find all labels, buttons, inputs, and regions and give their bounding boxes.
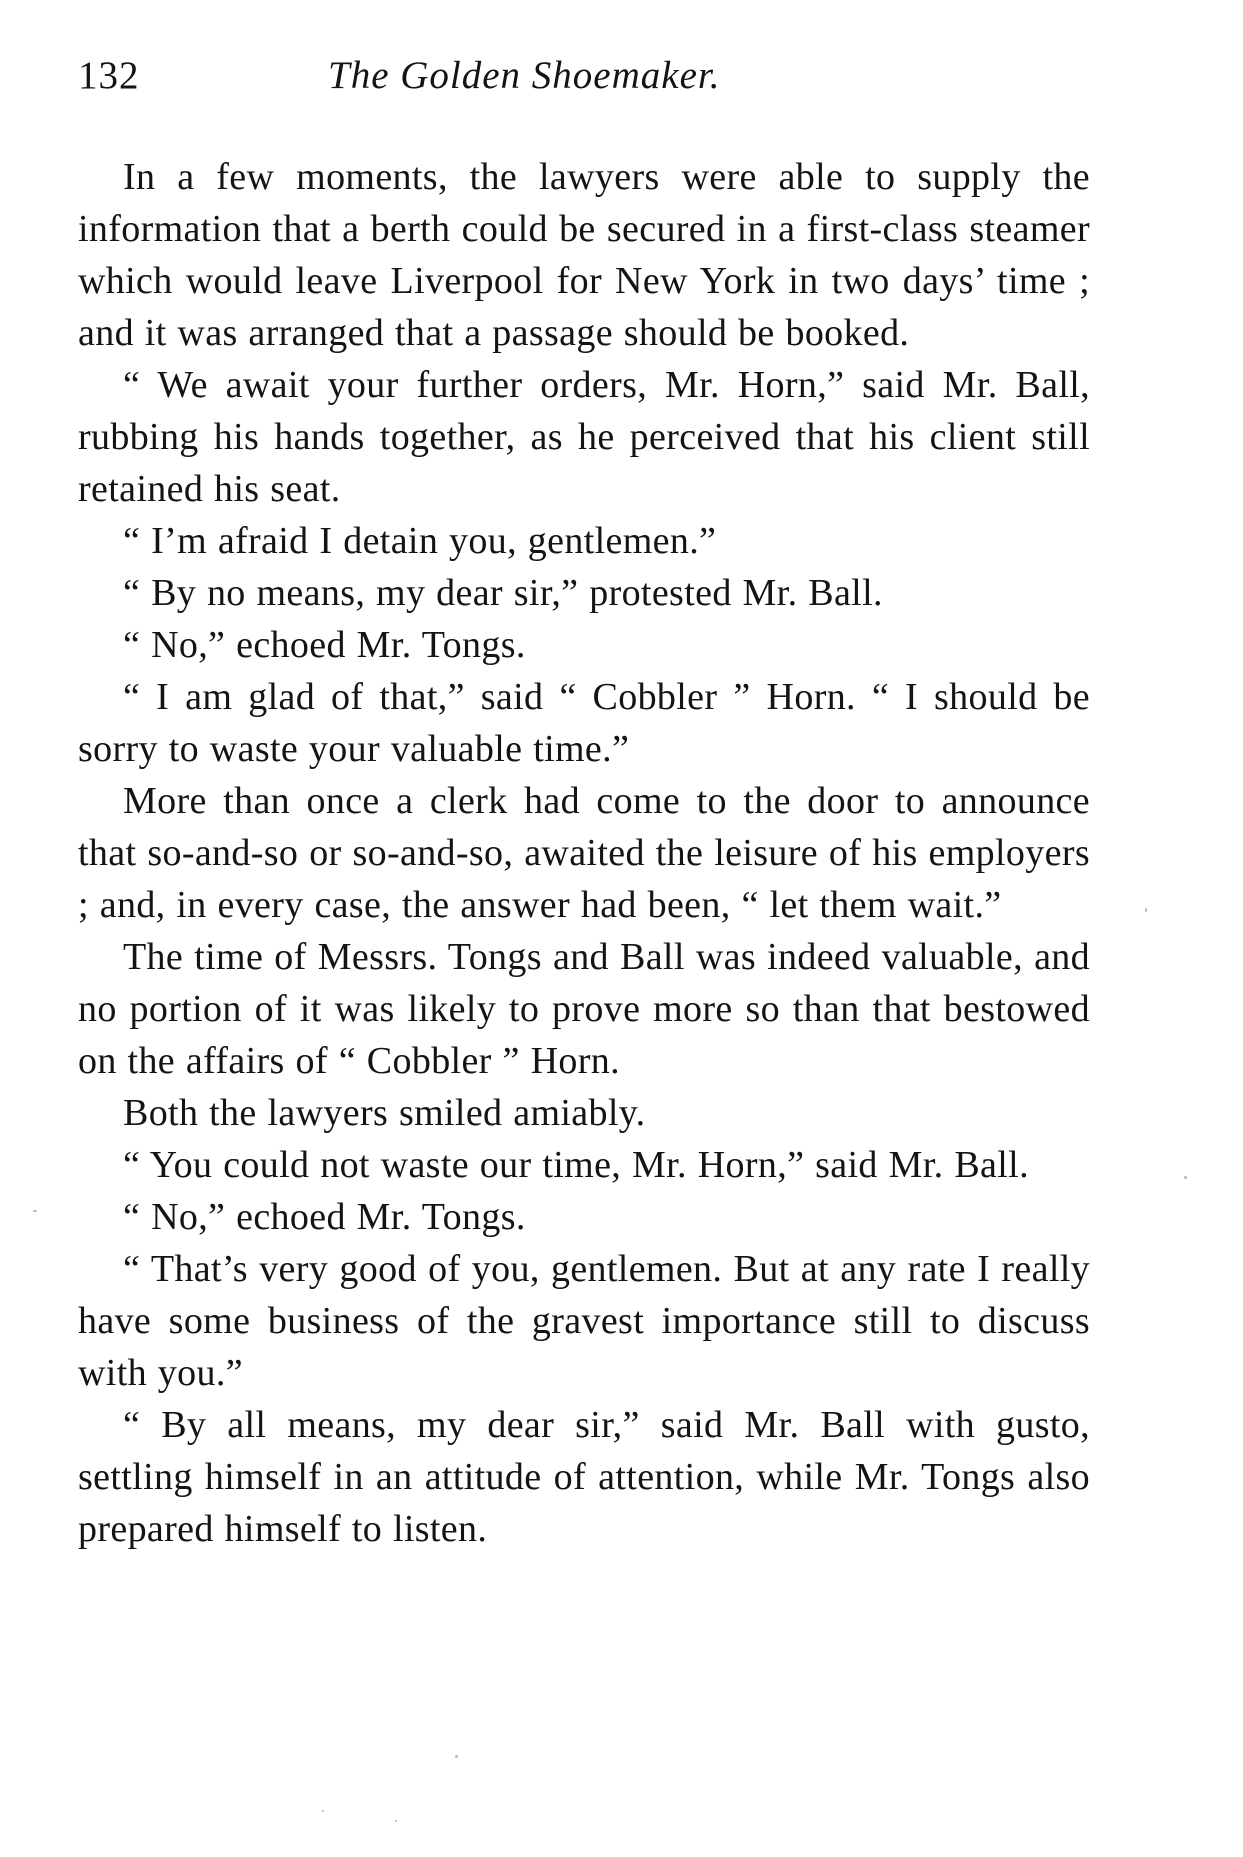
- page-number: 132: [78, 54, 140, 97]
- paragraph-13: “ By all means, my dear sir,” said Mr. Ball with gusto, settling himself in an attitude of attention, while Mr. Tongs also prepared himself to listen.: [78, 1404, 1090, 1550]
- page-header: [78, 44, 1090, 104]
- paragraph-1: In a few moments, the lawyers were able to supply the information that a berth could be secured in a first-class steamer which would leave Liverpool for New York in two days’ time ; and it was arranged that a passage should be booked.: [78, 156, 1090, 354]
- paragraph-9: Both the lawyers smiled amiably.: [123, 1092, 646, 1134]
- paragraph-12: “ That’s very good of you, gentlemen. But at any rate I really have some business of the gravest importance still to discuss with you.”: [78, 1248, 1090, 1394]
- paragraph-4: “ By no means, my dear sir,” protested Mr. Ball.: [123, 572, 883, 614]
- running-title: The Golden Shoemaker.: [328, 54, 721, 97]
- paragraph-2: “ We await your further orders, Mr. Horn,” said Mr. Ball, rubbing his hands together, as he perceived that his client still retained his seat.: [78, 364, 1090, 510]
- paragraph-5: “ No,” echoed Mr. Tongs.: [123, 624, 526, 666]
- paragraph-7: More than once a clerk had come to the door to announce that so-and-so or so-and-so, awaited the leisure of his employers ; and, in every case, the answer had been, “ let them wait.”: [78, 780, 1090, 926]
- paragraph-11: “ No,” echoed Mr. Tongs.: [123, 1196, 526, 1238]
- body-text: [78, 151, 1090, 1555]
- paragraph-6: “ I am glad of that,” said “ Cobbler ” Horn. “ I should be sorry to waste your valuable time.”: [78, 676, 1090, 770]
- paper-speck: [455, 1755, 458, 1758]
- paper-speck: [1145, 908, 1147, 912]
- paragraph-3: “ I’m afraid I detain you, gentlemen.”: [123, 520, 717, 562]
- paper-speck: [395, 1820, 397, 1822]
- paper-speck: [322, 1810, 324, 1812]
- paper-speck: [1184, 1176, 1187, 1179]
- paragraph-10: “ You could not waste our time, Mr. Horn,” said Mr. Ball.: [123, 1144, 1029, 1186]
- paragraph-8: The time of Messrs. Tongs and Ball was indeed valuable, and no portion of it was likely to prove more so than that bestowed on the affairs of “ Cobbler ” Horn.: [78, 936, 1090, 1082]
- paper-speck: [33, 1210, 37, 1212]
